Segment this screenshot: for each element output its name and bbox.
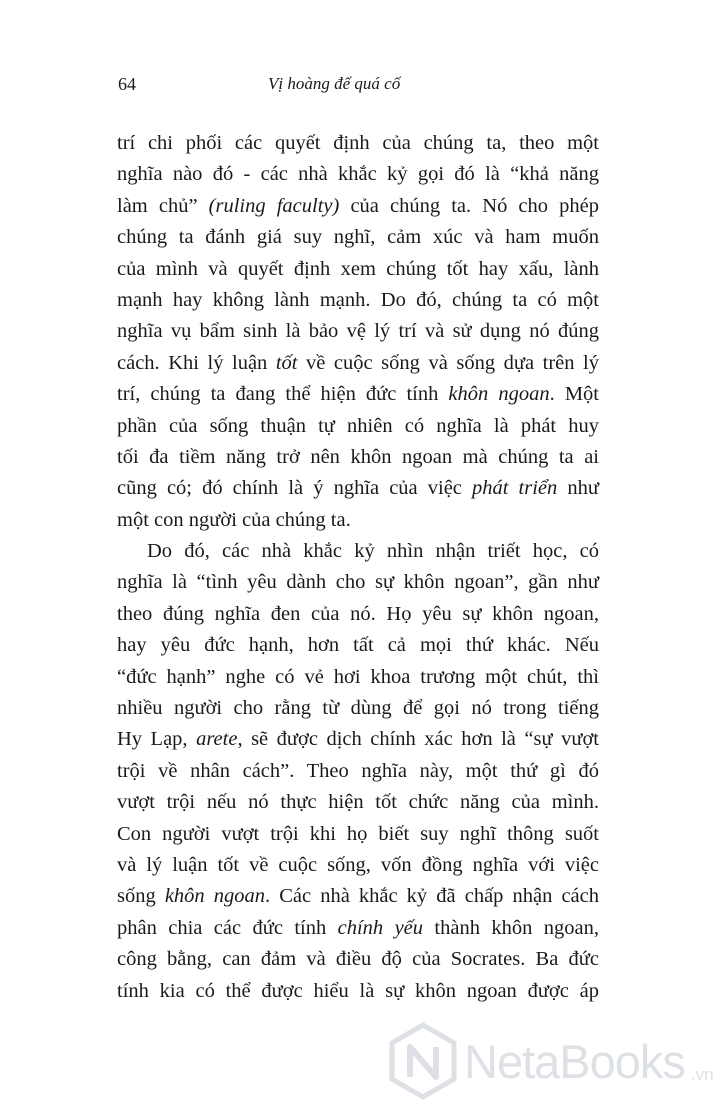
text-segment: và lý luận tốt về cuộc sống, vốn đồng nghĩa với việc — [117, 853, 599, 876]
text-line — [117, 944, 599, 975]
watermark-brand: NetaBooks — [464, 1034, 685, 1088]
text-segment: của chúng ta. Nó cho phép — [339, 194, 599, 217]
text-line — [117, 379, 599, 410]
text-line — [117, 599, 599, 630]
text-line — [117, 536, 599, 567]
text-segment: phần của sống thuận tự nhiên có nghĩa là phát huy — [117, 414, 599, 437]
text-segment: Con người vượt trội khi họ biết suy nghĩ thông suốt — [117, 822, 599, 845]
italic-text: phát triển — [472, 477, 558, 500]
page-number: 64 — [118, 74, 136, 94]
text-line — [117, 662, 599, 693]
text-segment: thành khôn ngoan, — [423, 916, 599, 939]
text-segment: trí chi phối các quyết định của chúng ta, theo một — [117, 132, 599, 154]
text-line — [117, 913, 599, 944]
text-line — [117, 191, 599, 222]
text-segment: , sẽ được dịch chính xác hơn là “sự vượt — [237, 728, 599, 751]
text-line — [117, 724, 599, 755]
italic-text: khôn ngoan — [448, 383, 550, 406]
text-segment: . Các nhà khắc kỷ đã chấp nhận cách — [265, 885, 599, 908]
text-segment: về cuộc sống và sống dựa trên lý — [297, 351, 599, 374]
text-line — [117, 128, 599, 159]
body-text — [117, 128, 599, 1007]
text-segment: nghĩa nào đó - các nhà khắc kỷ gọi đó là “khả năng — [117, 163, 599, 186]
text-line — [117, 976, 599, 1007]
running-title: Vị hoàng đế quá cố — [268, 74, 401, 93]
text-segment: Do đó, các nhà khắc kỷ nhìn nhận triết học, có — [147, 540, 599, 563]
italic-text: chính yếu — [337, 916, 424, 939]
watermark — [388, 1021, 714, 1101]
text-segment: nhiều người cho rằng từ dùng để gọi nó trong tiếng — [117, 697, 599, 720]
text-segment: của mình và quyết định xem chúng tốt hay xấu, lành — [117, 257, 599, 280]
text-line — [117, 630, 599, 661]
text-segment: nghĩa là “tình yêu dành cho sự khôn ngoan”, gần như — [117, 571, 599, 594]
text-segment: chúng ta đánh giá suy nghĩ, cảm xúc và ham muốn — [117, 226, 599, 249]
text-segment: làm chủ” — [117, 194, 209, 217]
text-line — [117, 819, 599, 850]
italic-text: khôn ngoan — [164, 885, 266, 908]
text-line — [117, 254, 599, 285]
watermark-suffix: .vn — [690, 1065, 714, 1084]
text-line — [117, 787, 599, 818]
text-segment: mạnh hay không lành mạnh. Do đó, chúng ta có một — [117, 288, 599, 311]
text-line — [117, 442, 599, 473]
italic-text: (ruling faculty) — [208, 194, 340, 217]
text-segment: công bằng, can đảm và điều độ của Socrates. Ba đức — [117, 948, 599, 971]
text-segment: cách. Khi lý luận — [117, 351, 276, 374]
text-segment: tối đa tiềm năng trở nên khôn ngoan mà chúng ta ai — [117, 445, 599, 468]
text-segment: như — [557, 477, 599, 500]
text-segment: một con người của chúng ta. — [117, 508, 351, 531]
text-segment: theo đúng nghĩa đen của nó. Họ yêu sự khôn ngoan, — [117, 602, 599, 625]
text-segment: nghĩa vụ bẩm sinh là bảo vệ lý trí và sử dụng nó đúng — [117, 320, 599, 343]
text-segment: cũng có; đó chính là ý nghĩa của việc — [117, 477, 472, 500]
text-segment: phân chia các đức tính — [117, 916, 338, 939]
text-segment: Hy Lạp, — [117, 728, 197, 751]
text-line — [117, 159, 599, 190]
text-line — [117, 850, 599, 881]
text-segment: “đức hạnh” nghe có vẻ hơi khoa trương một chút, thì — [117, 665, 599, 688]
text-segment: vượt trội nếu nó thực hiện tốt chức năng của mình. — [117, 791, 599, 814]
text-line — [117, 756, 599, 787]
text-line — [117, 567, 599, 598]
text-line — [117, 222, 599, 253]
netabooks-logo-icon — [388, 1021, 458, 1101]
page-header — [118, 74, 578, 100]
text-line — [117, 505, 599, 536]
text-line — [117, 473, 599, 504]
text-segment: tính kia có thể được hiểu là sự khôn ngoan được áp — [117, 979, 599, 1002]
text-segment: trí, chúng ta đang thể hiện đức tính — [117, 383, 449, 406]
italic-text: arete — [196, 728, 238, 751]
text-line — [117, 411, 599, 442]
italic-text: tốt — [275, 351, 298, 374]
text-segment: . Một — [549, 383, 599, 406]
text-line — [117, 316, 599, 347]
text-line — [117, 881, 599, 912]
text-line — [117, 693, 599, 724]
text-line — [117, 285, 599, 316]
text-segment: hay yêu đức hạnh, hơn tất cả mọi thứ khác. Nếu — [117, 634, 599, 657]
text-segment: trội về nhân cách”. Theo nghĩa này, một thứ gì đó — [117, 759, 599, 782]
text-line — [117, 348, 599, 379]
text-segment: sống — [117, 885, 165, 908]
